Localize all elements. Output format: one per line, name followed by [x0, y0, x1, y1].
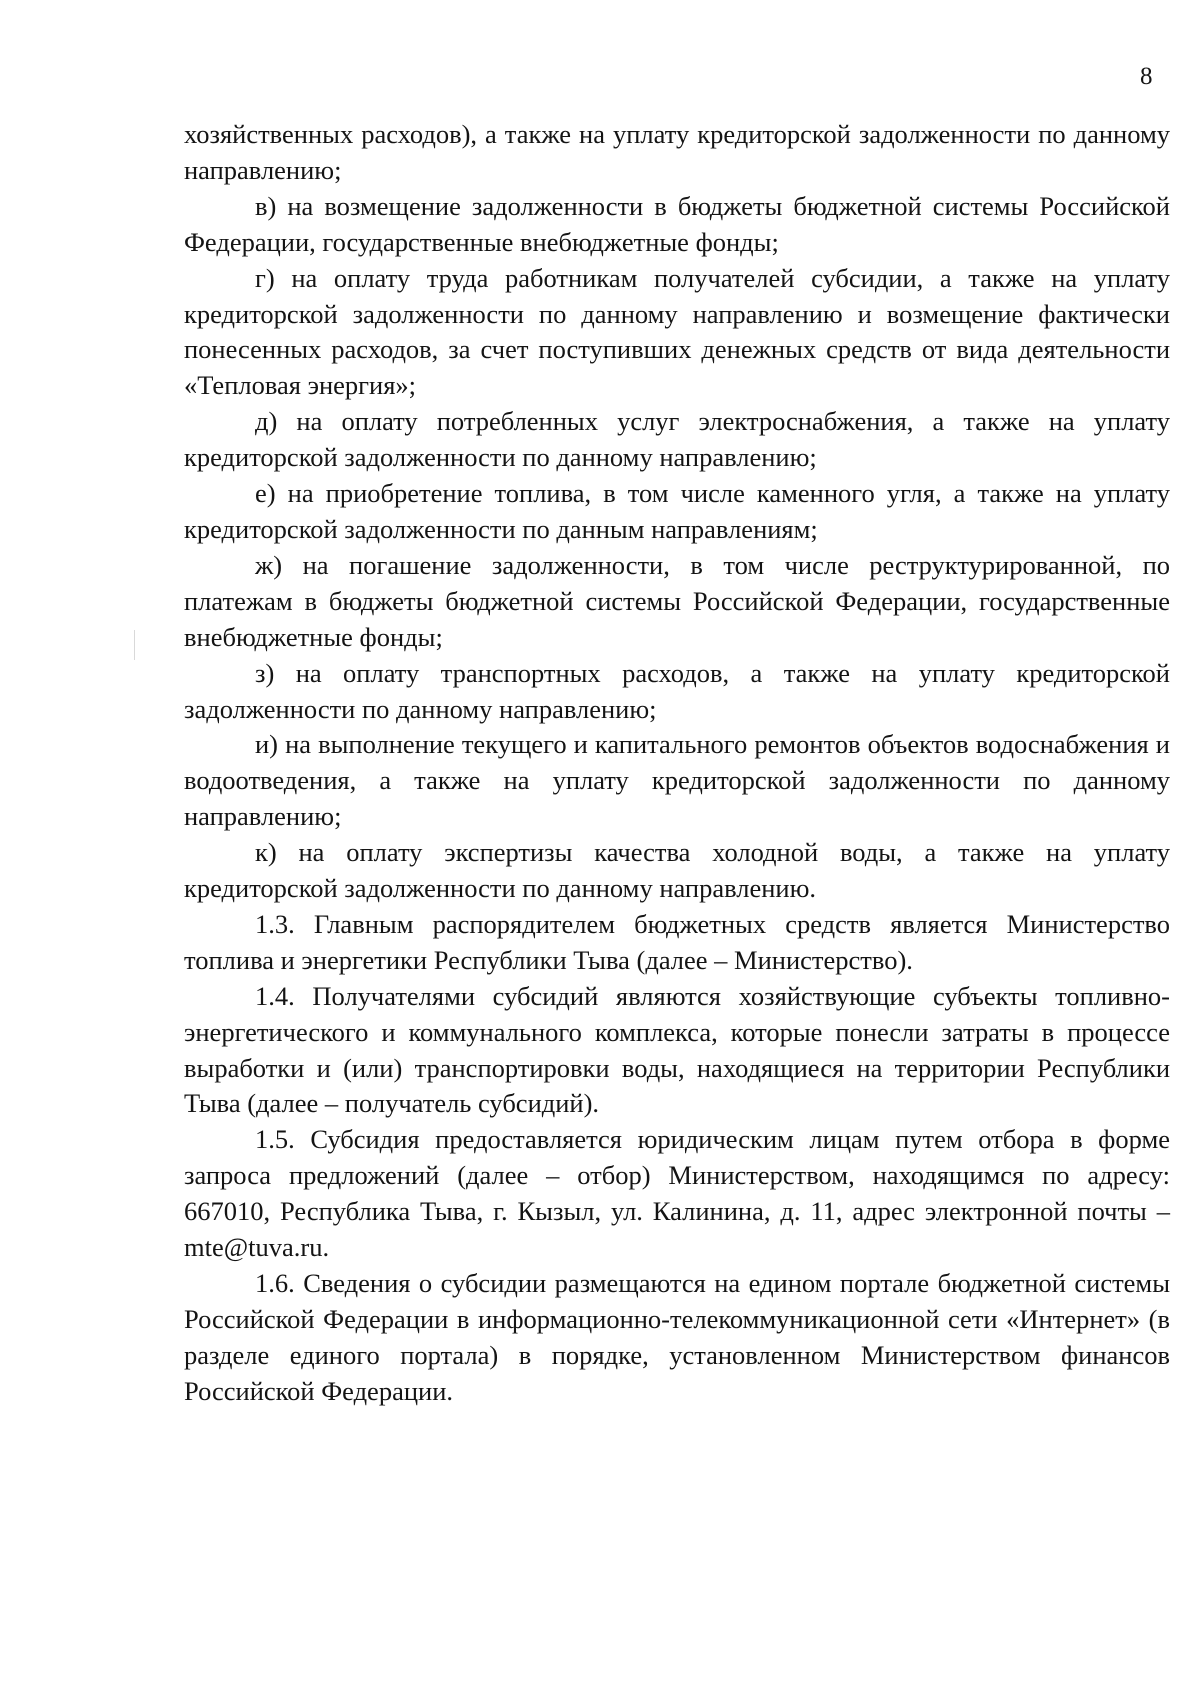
clause-1-3: 1.3. Главным распорядителем бюджетных средств является Министерство топлива и энергетики Республики Тыва (далее – Министерство). — [184, 908, 1170, 975]
document-body — [184, 117, 1170, 1410]
list-item-zh: ж) на погашение задолженности, в том числе реструктурированной, по платежам в бюджеты бюджетной системы Российской Федерации, государственные внебюджетные фонды; — [184, 549, 1170, 652]
page-number: 8 — [1140, 63, 1153, 90]
clause-1-5: 1.5. Субсидия предоставляется юридическим лицам путем отбора в форме запроса предложений (далее – отбор) Министерством, находящимся по адресу: 667010, Республика Тыва, г. Кызыл, ул. Калинина, д. 11, адрес электронной почты – mte@tuva.ru. — [184, 1124, 1170, 1263]
paragraph-continuation: хозяйственных расходов), а также на уплату кредиторской задолженности по данному направлению; — [184, 119, 1170, 185]
list-item-v: в) на возмещение задолженности в бюджеты бюджетной системы Российской Федерации, государственные внебюджетные фонды; — [184, 190, 1170, 257]
clause-1-4: 1.4. Получателями субсидий являются хозяйствующие субъекты топливно-энергетического и коммунального комплекса, которые понесли затраты в процессе выработки и (или) транспортировки воды, находящиеся на территории Республики Тыва (далее – получатель субсидий). — [184, 980, 1170, 1119]
list-item-d: д) на оплату потребленных услуг электроснабжения, а также на уплату кредиторской задолженности по данному направлению; — [184, 406, 1170, 473]
list-item-e: е) на приобретение топлива, в том числе каменного угля, а также на уплату кредиторской задолженности по данным направлениям; — [184, 478, 1170, 544]
list-item-g: г) на оплату труда работникам получателей субсидии, а также на уплату кредиторской задолженности по данному направлению и возмещение фактически понесенных расходов, за счет поступивших денежных средств от вида деятельности «Тепловая энергия»; — [184, 262, 1170, 401]
scan-mark — [134, 630, 135, 660]
clause-1-6: 1.6. Сведения о субсидии размещаются на едином портале бюджетной системы Российской Федерации в информационно-телекоммуникационной сети «Интернет» (в разделе единого портала) в порядке, установленном Министерством финансов Российской Федерации. — [184, 1268, 1170, 1406]
list-item-k: к) на оплату экспертизы качества холодной воды, а также на уплату кредиторской задолженности по данному направлению. — [184, 837, 1170, 904]
list-item-z: з) на оплату транспортных расходов, а также на уплату кредиторской задолженности по данному направлению; — [184, 657, 1170, 724]
list-item-i: и) на выполнение текущего и капитального ремонтов объектов водоснабжения и водоотведения, а также на уплату кредиторской задолженности по данному направлению; — [184, 729, 1170, 832]
